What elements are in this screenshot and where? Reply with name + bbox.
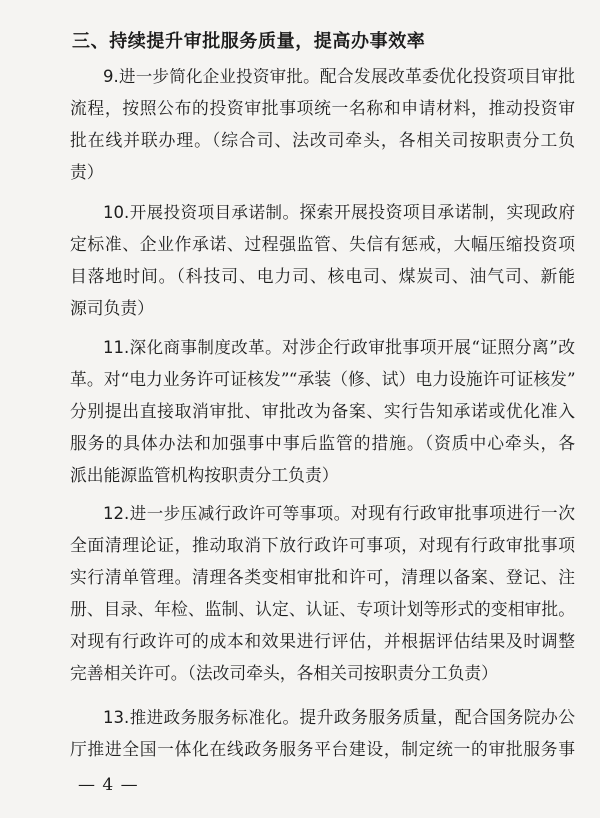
item-line: 实行清单管理。清理各类变相审批和许可，清理以备案、登记、注 — [70, 567, 575, 587]
list-item — [70, 196, 575, 324]
item-line: 册、目录、年检、监制、认定、认证、专项计划等形式的变相审批。 — [70, 599, 575, 619]
item-text: 提升政务服务质量，配合国务院办公 — [299, 707, 575, 727]
item-text: 对现有行政审批事项进行一次 — [350, 503, 575, 523]
item-line: 责） — [70, 162, 104, 182]
section-heading: 三、持续提升审批服务质量，提高办事效率 — [72, 31, 426, 52]
item-lead: 13.推进政务服务标准化。 — [103, 708, 300, 727]
item-line: 派出能源监管机构按职责分工负责） — [70, 465, 339, 485]
item-lead: 12.进一步压减行政许可等事项。 — [103, 504, 351, 523]
item-line: 服务的具体办法和加强事中事后监管的措施。（资质中心牵头，各 — [70, 433, 575, 453]
item-text: 探索开展投资项目承诺制，实现政府 — [299, 202, 575, 222]
item-first-line — [70, 196, 575, 228]
item-line: 源司负责） — [70, 298, 154, 318]
item-line: 目落地时间。（科技司、电力司、核电司、煤炭司、油气司、新能 — [70, 266, 575, 286]
item-lead: 11.深化商事制度改革。 — [103, 338, 283, 357]
item-line: 革。对“电力业务许可证核发”“承装（修、试）电力设施许可证核发” — [70, 369, 575, 389]
item-first-line — [70, 701, 575, 733]
item-lead: 9.进一步简化企业投资审批。 — [103, 67, 320, 86]
item-line: 全面清理论证，推动取消下放行政许可事项，对现有行政审批事项 — [70, 535, 575, 555]
item-text: 配合发展改革委优化投资项目审批 — [319, 66, 575, 86]
list-item — [70, 60, 575, 188]
item-line: 厅推进全国一体化在线政务服务平台建设，制定统一的审批服务事 — [70, 739, 575, 759]
item-first-line — [70, 497, 575, 529]
item-line: 定标准、企业作承诺、过程强监管、失信有惩戒，大幅压缩投资项 — [70, 234, 575, 254]
item-first-line — [70, 60, 575, 92]
item-text: 对涉企行政审批事项开展“证照分离”改 — [282, 337, 575, 357]
item-line: 批在线并联办理。（综合司、法改司牵头，各相关司按职责分工负 — [70, 130, 575, 150]
list-item — [70, 497, 575, 689]
item-line: 分别提出直接取消审批、审批改为备案、实行告知承诺或优化准入 — [70, 401, 575, 421]
page-number: — 4 — — [78, 775, 139, 795]
item-line: 流程，按照公布的投资审批事项统一名称和申请材料，推动投资审 — [70, 98, 575, 118]
item-line: 完善相关许可。（法改司牵头，各相关司按职责分工负责） — [70, 663, 498, 683]
list-item — [70, 331, 575, 491]
item-line: 对现有行政许可的成本和效果进行评估，并根据评估结果及时调整 — [70, 631, 575, 651]
item-first-line — [70, 331, 575, 363]
item-lead: 10.开展投资项目承诺制。 — [103, 203, 300, 222]
list-item — [70, 701, 575, 765]
